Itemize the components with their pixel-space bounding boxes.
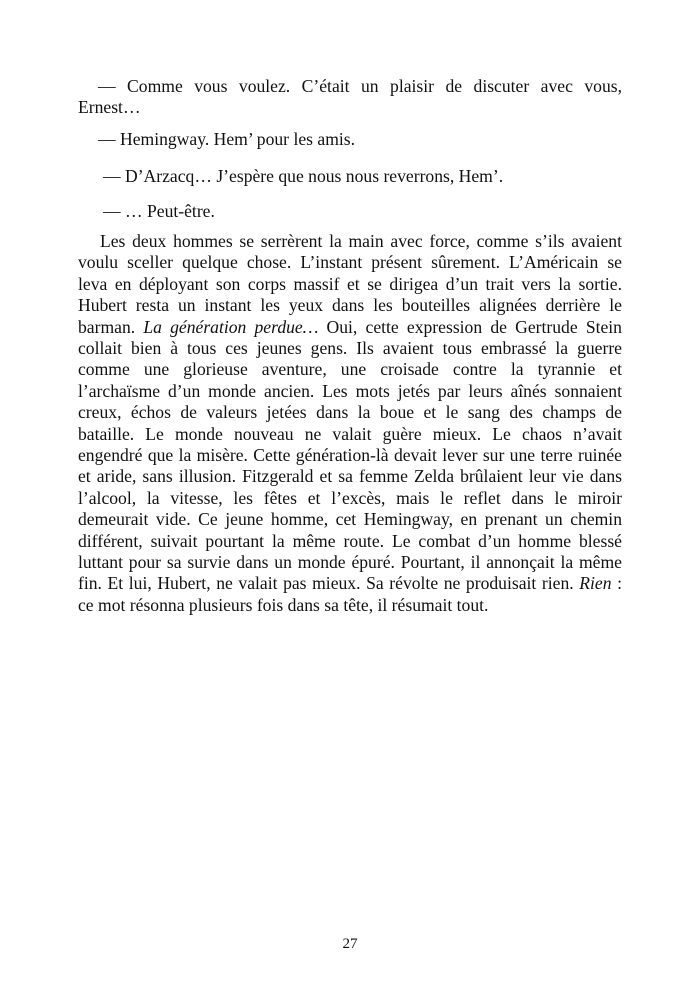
dialogue-line: Ernest… (78, 97, 141, 117)
paragraph-line: l’archaïsme d’un monde ancien. Les mots jetés par leurs aînés sonnaient (78, 380, 622, 401)
paragraph-line (78, 317, 622, 338)
paragraph-line: différent, suivait pourtant la même route. Le combat d’un homme blessé (78, 530, 622, 551)
paragraph-line: Les deux hommes se serrèrent la main avec force, comme s’ils avaient (100, 231, 622, 251)
paragraph-line: demeurait vide. Ce jeune homme, cet Hemingway, en prenant un chemin (78, 509, 622, 530)
paragraph-line: luttant pour sa survie dans un monde épuré. Pourtant, il annonçait la même (78, 552, 622, 572)
italic-text: La génération perdue… (143, 316, 319, 337)
paragraph-line: bataille. Le monde nouveau ne valait guère mieux. Le chaos n’avait (78, 423, 622, 444)
paragraph-line: Hubert resta un instant les yeux dans les bouteilles alignées derrière le (78, 295, 622, 316)
paragraph-line: collait bien à tous ces jeunes gens. Ils avaient tous embrassé la guerre (78, 338, 622, 358)
paragraph-line: l’alcool, la vitesse, les fêtes et l’excès, mais le reflet dans le miroir (78, 487, 622, 508)
text-segment: : (611, 573, 622, 594)
dialogue-line: — Hemingway. Hem’ pour les amis. (98, 129, 356, 149)
paragraph-line: creux, échos de valeurs jetées dans la boue et le sang des champs de (78, 402, 622, 423)
text-segment: barman. (78, 316, 144, 337)
italic-text: Rien (579, 573, 612, 594)
text-segment: Oui, cette expression de Gertrude Stein (318, 316, 622, 337)
paragraph-line: leva en déployant son corps massif et se dirigea d’un trait vers la sortie. (78, 273, 622, 294)
text-segment: fin. Et lui, Hubert, ne valait pas mieux. Sa révolte ne produisait rien. (78, 573, 580, 594)
paragraph-line: et aride, sans illusion. Fitzgerald et sa femme Zelda brûlaient leur vie dans (78, 466, 622, 487)
paragraph-line: ce mot résonna plusieurs fois dans sa tête, il résumait tout. (78, 594, 489, 615)
paragraph-line: engendré que la misère. Cette génération-là devait lever sur une terre ruinée (78, 445, 622, 465)
paragraph-line: comme une glorieuse aventure, une croisade contre la tyrannie et (78, 359, 622, 380)
dialogue-line: — Comme vous voulez. C’était un plaisir de discuter avec vous, (98, 76, 622, 96)
page-number: 27 (342, 936, 358, 952)
paragraph-line (78, 573, 622, 594)
dialogue-line: — D’Arzacq… J’espère que nous nous reverrons, Hem’. (103, 166, 504, 186)
paragraph-line: voulu sceller quelque chose. L’instant présent sûrement. L’Américain se (78, 252, 622, 273)
dialogue-line: — … Peut-être. (103, 201, 215, 221)
